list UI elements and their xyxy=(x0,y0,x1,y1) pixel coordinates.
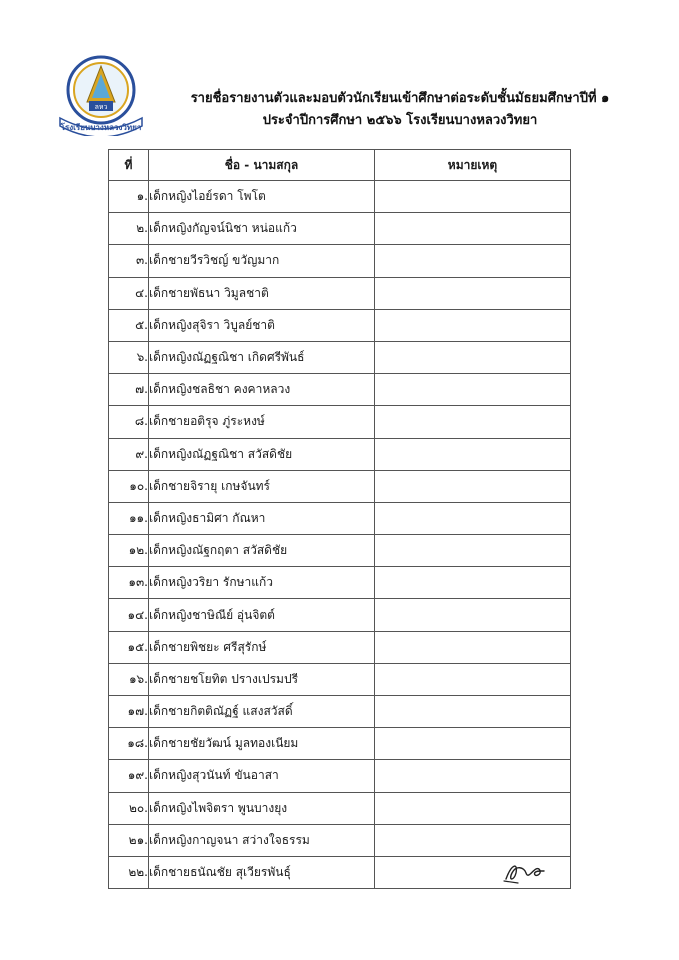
row-number: ๑๙. xyxy=(109,760,149,792)
table-row xyxy=(109,760,571,792)
remark-cell xyxy=(375,502,571,534)
table-row xyxy=(109,856,571,888)
remark-cell xyxy=(375,406,571,438)
table-row xyxy=(109,502,571,534)
remark-cell xyxy=(375,374,571,406)
row-number: ๑๕. xyxy=(109,631,149,663)
table-row xyxy=(109,663,571,695)
remark-cell xyxy=(375,277,571,309)
table-row xyxy=(109,181,571,213)
remark-cell xyxy=(375,181,571,213)
header-title-line1: รายชื่อรายงานตัวและมอบตัวนักเรียนเข้าศึกษาต่อระดับชั้นมัธยมศึกษาปีที่ ๑ xyxy=(190,91,610,106)
remark-cell xyxy=(375,341,571,373)
row-number: ๖. xyxy=(109,341,149,373)
student-name: เด็กชายชัยวัฒน์ มูลทองเนียม xyxy=(149,728,375,760)
remark-cell xyxy=(375,438,571,470)
remark-cell xyxy=(375,792,571,824)
row-number: ๑๒. xyxy=(109,535,149,567)
row-number: ๒๑. xyxy=(109,824,149,856)
column-header-number: ที่ xyxy=(109,150,149,181)
remark-cell xyxy=(375,599,571,631)
row-number: ๘. xyxy=(109,406,149,438)
remark-cell xyxy=(375,213,571,245)
remark-cell xyxy=(375,760,571,792)
student-name: เด็กหญิงณัฏฐณิชา สวัสดิชัย xyxy=(149,438,375,470)
remark-cell xyxy=(375,696,571,728)
column-header-name: ชื่อ - นามสกุล xyxy=(149,150,375,181)
table-row xyxy=(109,631,571,663)
student-name: เด็กชายวีรวิชญ์ ขวัญมาก xyxy=(149,245,375,277)
student-name: เด็กชายชโยทิต ปรางเปรมปรี xyxy=(149,663,375,695)
table-row xyxy=(109,599,571,631)
student-name: เด็กชายกิตติณัฏฐ์ แสงสวัสดิ์ xyxy=(149,696,375,728)
remark-cell xyxy=(375,567,571,599)
table-row xyxy=(109,567,571,599)
table-row xyxy=(109,245,571,277)
remark-cell xyxy=(375,470,571,502)
table-row xyxy=(109,438,571,470)
row-number: ๔. xyxy=(109,277,149,309)
table-header-row xyxy=(109,150,571,181)
remark-cell xyxy=(375,728,571,760)
row-number: ๕. xyxy=(109,309,149,341)
table-row xyxy=(109,792,571,824)
remark-cell xyxy=(375,309,571,341)
student-name: เด็กหญิงวริยา รักษาแก้ว xyxy=(149,567,375,599)
header-title-line2: ประจำปีการศึกษา ๒๕๖๖ โรงเรียนบางหลวงวิทยา xyxy=(262,113,538,128)
student-name: เด็กหญิงชลธิชา คงคาหลวง xyxy=(149,374,375,406)
student-name: เด็กหญิงไพจิตรา พูนบางยุง xyxy=(149,792,375,824)
table-row xyxy=(109,341,571,373)
student-name: เด็กหญิงกาญจนา สว่างใจธรรม xyxy=(149,824,375,856)
table-row xyxy=(109,374,571,406)
student-name: เด็กหญิงธามิศา กัณหา xyxy=(149,502,375,534)
table-row xyxy=(109,406,571,438)
table-row xyxy=(109,824,571,856)
table-row xyxy=(109,213,571,245)
remark-cell xyxy=(375,245,571,277)
student-name: เด็กหญิงณัฏฐณิชา เกิดศรีพันธ์ xyxy=(149,341,375,373)
table-row xyxy=(109,696,571,728)
student-name: เด็กชายจิรายุ เกษจันทร์ xyxy=(149,470,375,502)
row-number: ๒. xyxy=(109,213,149,245)
row-number: ๑๘. xyxy=(109,728,149,760)
document-header xyxy=(150,88,650,132)
row-number: ๑๐. xyxy=(109,470,149,502)
column-header-remark: หมายเหตุ xyxy=(375,150,571,181)
row-number: ๗. xyxy=(109,374,149,406)
emblem-text: ลหว xyxy=(94,103,108,111)
row-number: ๑๔. xyxy=(109,599,149,631)
ribbon-text: โรงเรียนบางหลวงวิทยา xyxy=(60,123,142,132)
row-number: ๑. xyxy=(109,181,149,213)
row-number: ๒๒. xyxy=(109,856,149,888)
school-logo xyxy=(56,52,146,136)
school-emblem-icon xyxy=(56,52,146,136)
table-row xyxy=(109,277,571,309)
student-name: เด็กหญิงชาษิณีย์ อุ่นจิตต์ xyxy=(149,599,375,631)
table-row xyxy=(109,728,571,760)
row-number: ๙. xyxy=(109,438,149,470)
remark-cell xyxy=(375,631,571,663)
row-number: ๒๐. xyxy=(109,792,149,824)
row-number: ๑๖. xyxy=(109,663,149,695)
handwritten-signature-icon xyxy=(502,859,548,885)
student-name: เด็กชายอติรุจ ภู่ระหงษ์ xyxy=(149,406,375,438)
student-name: เด็กชายธนัณชัย สุเวียรพันธุ์ xyxy=(149,856,375,888)
row-number: ๓. xyxy=(109,245,149,277)
remark-cell xyxy=(375,663,571,695)
student-roster-table xyxy=(108,149,571,889)
student-name: เด็กชายพัธนา วิมูลชาติ xyxy=(149,277,375,309)
student-name: เด็กชายพิชยะ ศรีสุรักษ์ xyxy=(149,631,375,663)
student-name: เด็กหญิงกัญจน์นิชา หน่อแก้ว xyxy=(149,213,375,245)
table-row xyxy=(109,309,571,341)
table-row xyxy=(109,470,571,502)
remark-cell xyxy=(375,824,571,856)
student-name: เด็กหญิงณัฐกฤตา สวัสดิชัย xyxy=(149,535,375,567)
row-number: ๑๓. xyxy=(109,567,149,599)
row-number: ๑๗. xyxy=(109,696,149,728)
student-name: เด็กหญิงไอย์รดา โพโต xyxy=(149,181,375,213)
remark-cell xyxy=(375,535,571,567)
row-number: ๑๑. xyxy=(109,502,149,534)
student-name: เด็กหญิงสุจิรา วิบูลย์ชาติ xyxy=(149,309,375,341)
student-name: เด็กหญิงสุวนันท์ ขันอาสา xyxy=(149,760,375,792)
table-row xyxy=(109,535,571,567)
remark-cell xyxy=(375,856,571,888)
